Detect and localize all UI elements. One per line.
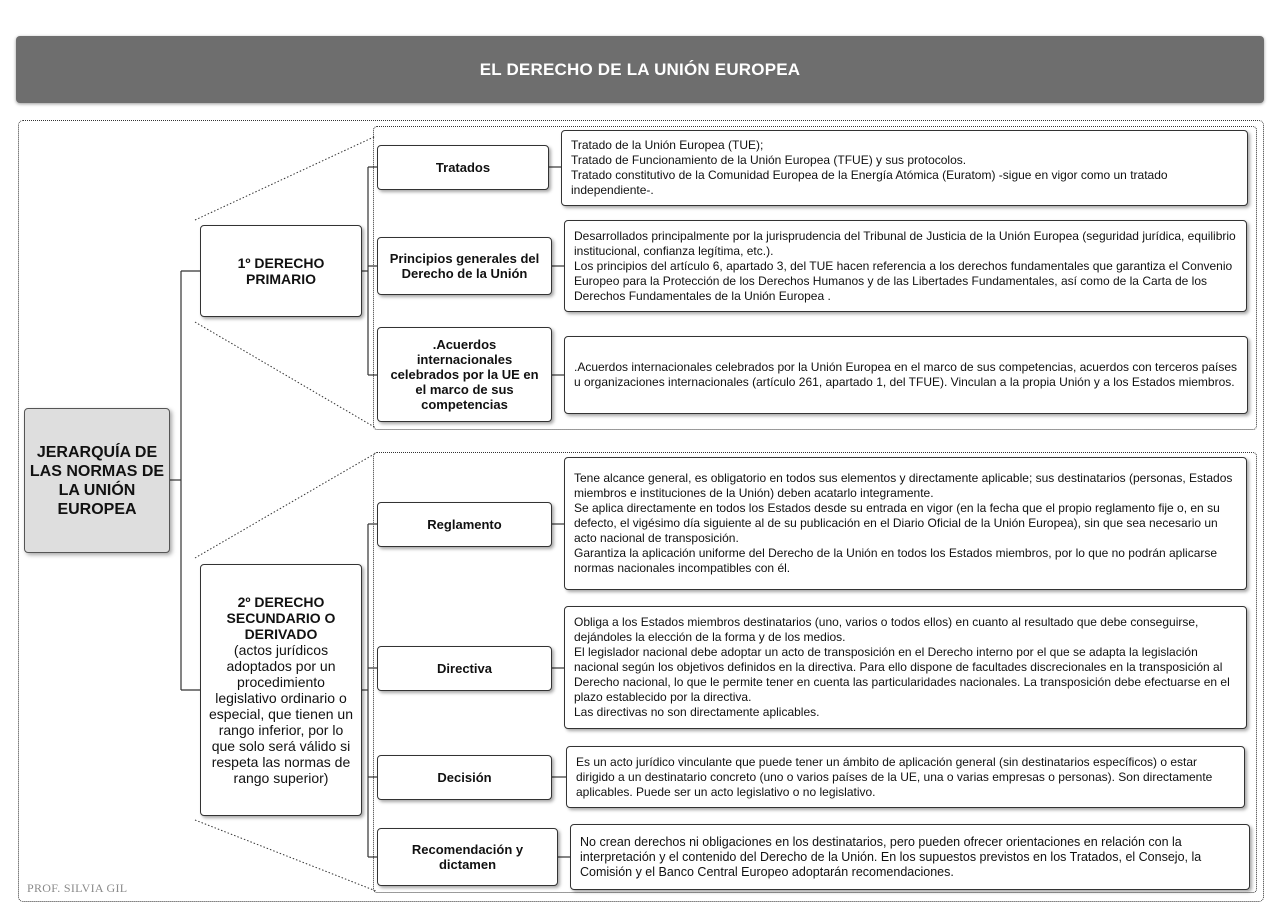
category-label: Directiva xyxy=(437,661,492,676)
root-label: JERARQUÍA DE LAS NORMAS DE LA UNIÓN EUROPEA xyxy=(29,443,165,518)
category-label: Principios generales del Derecho de la Unión xyxy=(389,251,540,281)
author-credit: PROF. SILVIA GIL xyxy=(27,881,128,895)
description-directiva xyxy=(564,606,1247,729)
category-recomendacion xyxy=(377,828,558,886)
category-tratados xyxy=(377,145,549,190)
category-label: .Acuerdos internacionales celebrados por la UE en el marco de sus competencias xyxy=(390,337,539,412)
category-label: Decisión xyxy=(437,770,492,785)
primary-law-node xyxy=(200,225,362,317)
category-acuerdos xyxy=(377,327,552,422)
description-tratados xyxy=(561,130,1248,206)
root-node xyxy=(24,408,170,553)
description-text: Tratado de la Unión Europea (TUE); Tratado de Funcionamiento de la Unión Europea (TFUE) y sus protocolos. Tratado constitutivo de la Comunidad Europea de la Energía Atómica (Euratom) -sigue en vigor como un tratado independiente-. xyxy=(571,138,1168,197)
description-text: .Acuerdos internacionales celebrados por la Unión Europea en el marco de sus competencias, acuerdos con terceros países u organizaciones internacionales (artículo 261, apartado 1, del TFUE). Vinculan a la propia Unión y a los Estados miembros. xyxy=(574,360,1238,389)
secondary-bottom-edge xyxy=(195,820,376,891)
secondary-law-sublabel: (actos jurídicos adoptados por un procedimiento legislativo ordinario o especial, que tienen un rango inferior, por lo que solo será válido si respeta las normas de rango superior) xyxy=(209,642,353,786)
page-title: EL DERECHO DE LA UNIÓN EUROPEA xyxy=(479,59,801,79)
primary-top-edge xyxy=(195,136,376,220)
description-recomendacion xyxy=(570,824,1250,890)
secondary-law-node xyxy=(200,564,362,816)
primary-bottom-edge xyxy=(195,322,376,428)
description-text: Es un acto jurídico vinculante que puede tener un ámbito de aplicación general (sin destinatarios específicos) o estar dirigido a un destinatario concreto (uno o varios países de la UE, una o varias empresas o personas). Son directamente aplicables. Puede ser un acto legislativo o no legislativo. xyxy=(576,754,1213,799)
description-text: Obliga a los Estados miembros destinatarios (uno, varios o todos ellos) en cuanto al resultado que debe conseguirse, dejándoles la elección de la forma y de los medios. El legislador nacional debe adoptar un acto de transposición en el Derecho interno por el que se adapta la legislación nacional según los objetivos definidos en la directiva. Para ello dispone de facultades discrecionales en la transposición al Derecho nacional, lo que le permite tener en cuenta las particularidades nacionales. La transposición debe efectuarse en el plazo establecido por la directiva. Las directivas no son directamente aplicables. xyxy=(574,615,1230,719)
description-text: Tene alcance general, es obligatorio en todos sus elementos y directamente aplicable; sus destinatarios (personas, Estados miembros e instituciones de la Unión) deben acatarlo integramente. Se aplica directamente en todos los Estados desde su entrada en vigor (en la fecha que el propio reglamento fije o, en su defecto, el vigésimo día siguiente al de su publicación en el Diario Oficial de la Unión Europea), sin que sea necesario un acto nacional de transposición. Garantiza la aplicación uniforme del Derecho de la Unión en todos los Estados miembros, por lo que no podrán aplicarse normas nacionales incompatibles con él. xyxy=(574,471,1233,575)
category-principios xyxy=(377,237,552,295)
category-directiva xyxy=(377,646,552,691)
description-reglamento xyxy=(564,457,1247,590)
secondary-top-edge xyxy=(195,453,376,558)
description-text: No crean derechos ni obligaciones en los destinatarios, pero pueden ofrecer orientaciones en relación con la interpretación y el contenido del Derecho de la Unión. En los supuestos previstos en los Tratados, el Consejo, la Comisión y el Banco Central Europeo adoptarán recomendaciones. xyxy=(580,834,1202,879)
category-reglamento xyxy=(377,502,552,547)
category-label: Reglamento xyxy=(427,517,502,532)
category-decision xyxy=(377,755,552,800)
primary-law-label: 1º DERECHO PRIMARIO xyxy=(237,255,325,287)
description-text: Desarrollados principalmente por la jurisprudencia del Tribunal de Justicia de la Unión Europea (seguridad jurídica, equilibrio institucional, confianza legítima, etc.). Los principios del artículo 6, apartado 3, del TUE hacen referencia a los derechos fundamentales que garantiza el Convenio Europeo para la Protección de los Derechos Humanos y de las Libertades Fundamentales, así como de la Carta de los Derechos Fundamentales de la Unión Europea . xyxy=(574,228,1236,303)
description-decision xyxy=(566,746,1245,808)
description-acuerdos xyxy=(564,336,1248,414)
description-principios xyxy=(564,220,1247,312)
category-label: Tratados xyxy=(435,160,491,175)
category-label: Recomendación y dictamen xyxy=(411,842,524,872)
secondary-law-label: 2º DERECHO SECUNDARIO O DERIVADO xyxy=(226,594,336,642)
